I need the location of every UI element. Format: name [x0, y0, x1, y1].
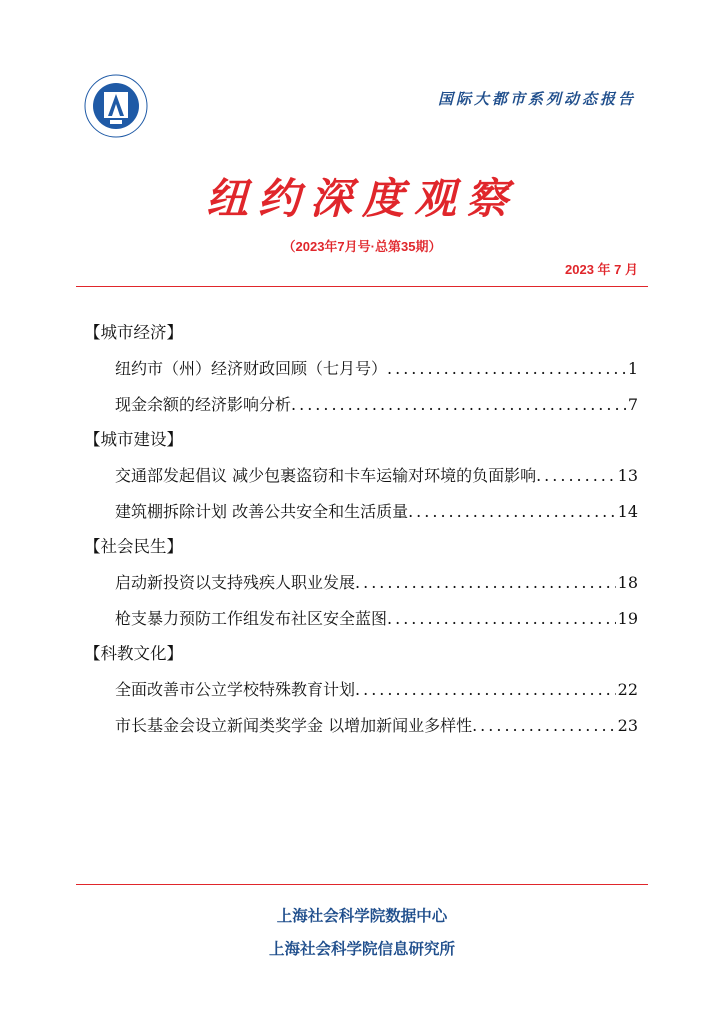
toc-leader-dots — [387, 606, 616, 642]
toc-page-number: 19 — [617, 608, 638, 628]
publication-date: 2023 年 7 月 — [565, 262, 638, 277]
toc-page-number: 13 — [617, 466, 638, 485]
toc-page-number: 1 — [627, 359, 638, 378]
toc-entry-title: 建筑棚拆除计划 改善公共安全和生活质量 — [115, 501, 409, 521]
toc-section-heading: 【社会民生】 — [84, 537, 183, 556]
toc-section-heading: 【科教文化】 — [84, 644, 183, 663]
toc-leader-dots — [472, 713, 616, 749]
toc-entry[interactable] — [84, 606, 638, 642]
publication-title: 纽约深度观察 — [205, 174, 518, 223]
toc-leader-dots — [291, 392, 626, 428]
toc-page-number: 23 — [617, 715, 638, 735]
series-title: 国际大都市系列动态报告 — [437, 90, 636, 108]
toc-entry-title: 市长基金会设立新闻类奖学金 以增加新闻业多样性 — [115, 715, 473, 735]
toc-page-number: 18 — [617, 573, 638, 592]
toc-entry[interactable] — [84, 713, 638, 749]
toc-leader-dots — [408, 499, 616, 535]
toc-section-heading: 【城市建设】 — [84, 430, 183, 449]
toc-leader-dots — [355, 677, 616, 713]
footer-divider — [76, 884, 648, 885]
toc-page-number: 14 — [617, 501, 638, 521]
toc-entry-title: 全面改善市公立学校特殊教育计划 — [115, 680, 356, 699]
toc-page-number: 22 — [617, 680, 638, 699]
toc-entry[interactable] — [84, 356, 638, 392]
toc-entry[interactable] — [84, 677, 638, 713]
footer-org-1: 上海社会科学院数据中心 — [276, 908, 448, 925]
header-divider — [76, 286, 648, 287]
toc-leader-dots — [355, 570, 616, 606]
issue-number: （2023年7月号·总第35期） — [282, 239, 442, 254]
toc-leader-dots — [387, 356, 626, 392]
toc-section-heading: 【城市经济】 — [84, 323, 183, 342]
footer-org-2: 上海社会科学院信息研究所 — [268, 941, 455, 958]
toc-entry[interactable] — [84, 499, 638, 535]
toc-leader-dots — [536, 463, 616, 499]
toc-entry[interactable] — [84, 570, 638, 606]
toc-entry-title: 现金余额的经济影响分析 — [115, 394, 292, 414]
toc-entry-title: 纽约市（州）经济财政回顾（七月号） — [115, 359, 388, 378]
toc-entry-title: 枪支暴力预防工作组发布社区安全蓝图 — [115, 608, 388, 628]
toc-entry-title: 启动新投资以支持残疾人职业发展 — [115, 573, 356, 592]
institution-logo — [84, 74, 148, 138]
toc-entry[interactable] — [84, 392, 638, 428]
toc-page-number: 7 — [627, 394, 638, 414]
table-of-contents — [84, 320, 638, 748]
toc-entry[interactable] — [84, 463, 638, 499]
toc-entry-title: 交通部发起倡议 减少包裹盗窃和卡车运输对环境的负面影响 — [115, 466, 537, 485]
